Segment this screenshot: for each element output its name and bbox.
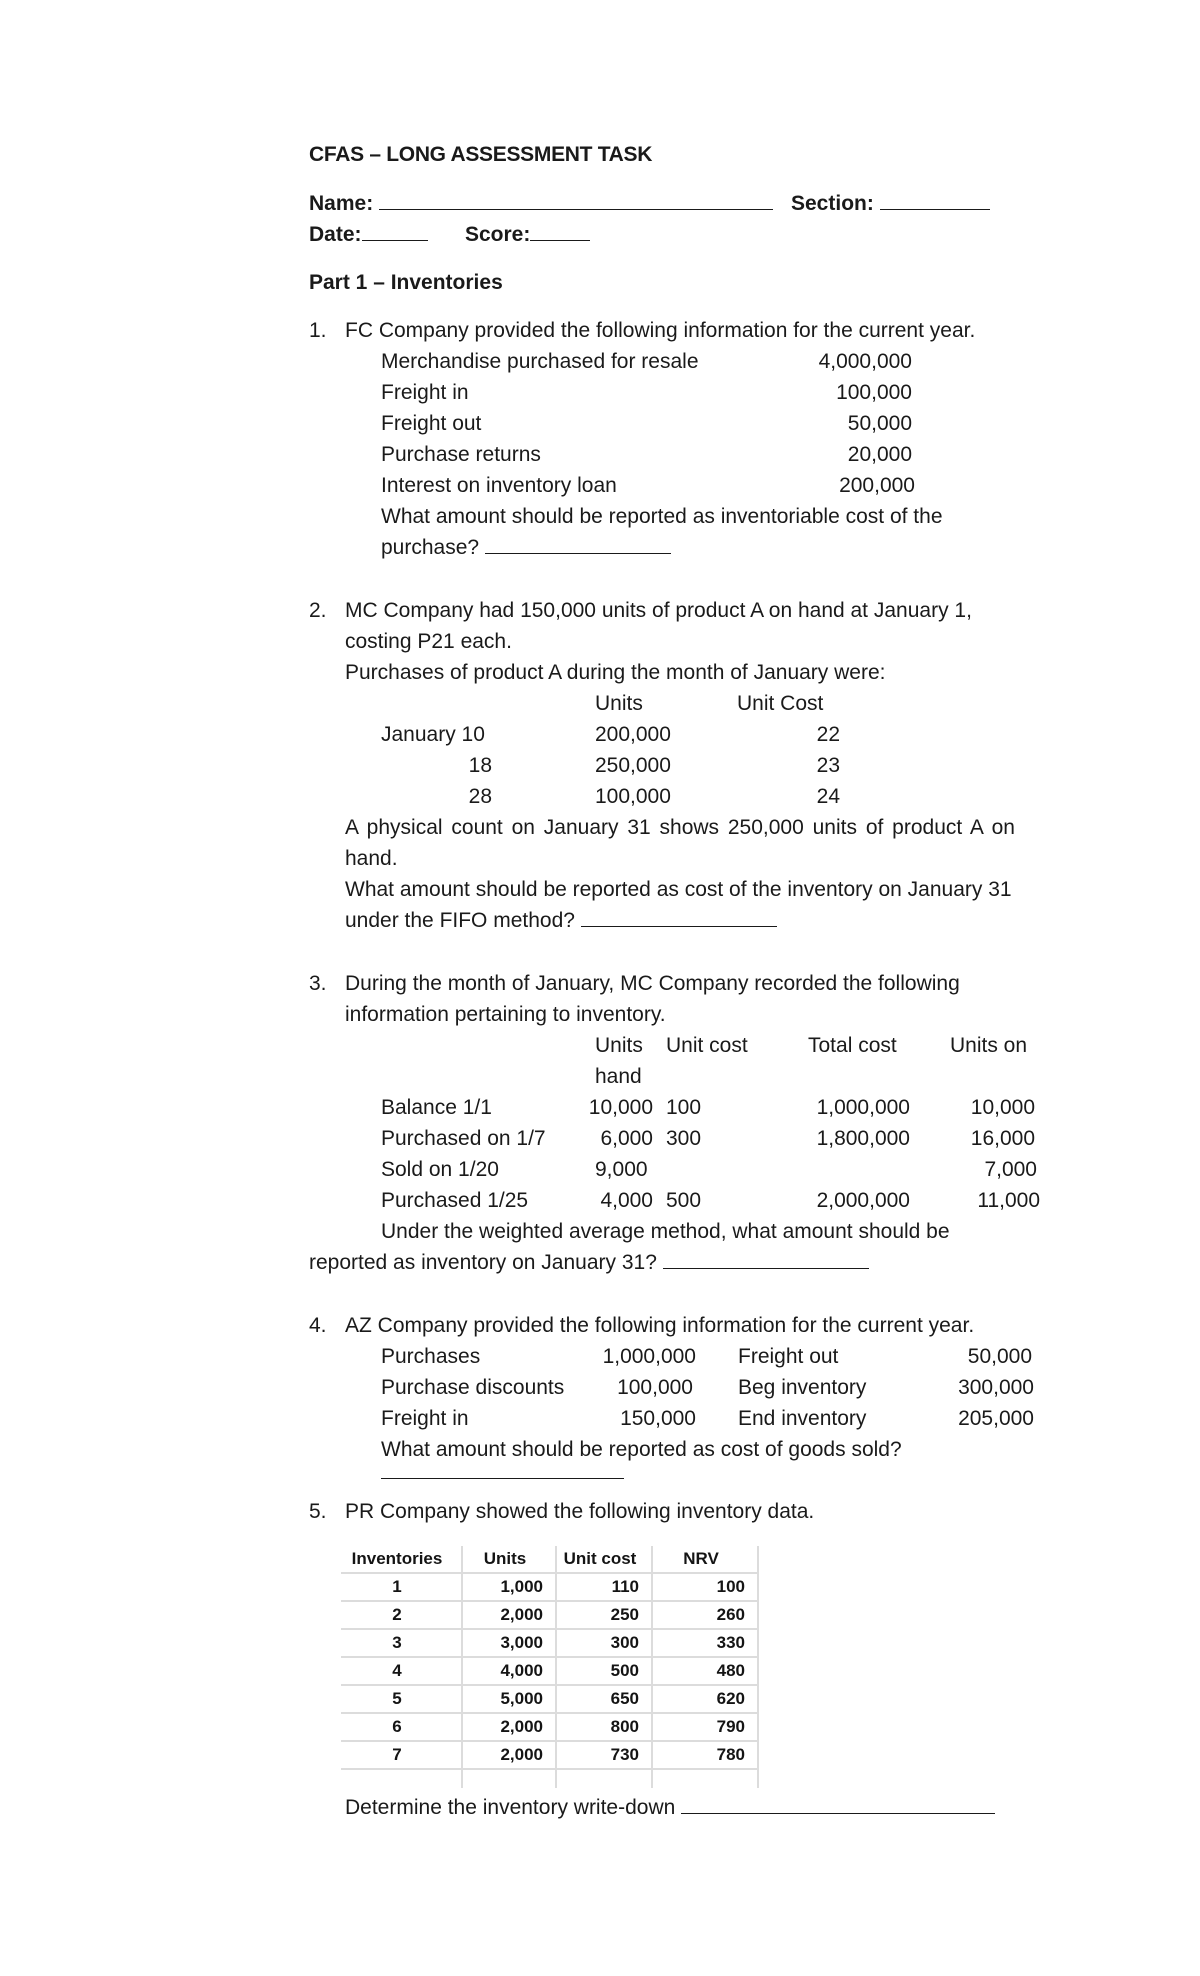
table-cell: 480: [652, 1657, 758, 1685]
table-row: [341, 1629, 758, 1657]
q5-prompt: PR Company showed the following inventory data.: [345, 1500, 815, 1523]
table-cell: [462, 1769, 556, 1788]
q4-right-value: 205,000: [958, 1407, 1034, 1430]
table-empty-row: [341, 1769, 758, 1788]
q5-answer-blank[interactable]: [681, 1795, 995, 1814]
q3-prompt-line1: During the month of January, MC Company recorded the following: [345, 972, 960, 995]
table-cell: 260: [652, 1601, 758, 1629]
q2-row-date: January 10: [381, 723, 485, 746]
q1-prompt: FC Company provided the following information for the current year.: [345, 319, 976, 342]
q2-row-date: 28: [468, 785, 492, 808]
q5-inventory-table: [341, 1546, 759, 1788]
q3-row-unit-cost: 500: [666, 1189, 702, 1212]
table-cell: 100: [652, 1573, 758, 1601]
table-cell: 3: [341, 1629, 462, 1657]
q1-item-label: Interest on inventory loan: [381, 474, 617, 497]
table-cell: 1: [341, 1573, 462, 1601]
q2-answer-blank[interactable]: [581, 908, 777, 927]
table-cell: 4,000: [462, 1657, 556, 1685]
q3-row-units-on-hand: 16,000: [970, 1127, 1035, 1150]
date-label: Date:: [309, 223, 362, 246]
table-cell: 1,000: [462, 1573, 556, 1601]
q4-right-label: End inventory: [738, 1407, 867, 1430]
table-cell: [652, 1769, 758, 1788]
table-row: [341, 1573, 758, 1601]
q3-question-line2: [309, 1247, 869, 1278]
q1-number: 1.: [309, 319, 327, 342]
q4-left-value: 1,000,000: [602, 1345, 696, 1368]
q3-prompt-line2: information pertaining to inventory.: [345, 1003, 666, 1026]
q4-answer-blank[interactable]: [381, 1458, 624, 1479]
q2-question-text: under the FIFO method?: [345, 909, 575, 932]
q1-question-line1: What amount should be reported as inventoriable cost of the: [381, 505, 943, 528]
q1-item-value: 100,000: [836, 381, 912, 404]
table-cell: 800: [556, 1713, 652, 1741]
q1-item-label: Freight in: [381, 381, 469, 404]
q3-row-total-cost: 1,800,000: [816, 1127, 910, 1150]
q2-row-units: 100,000: [595, 785, 671, 808]
q5-question-text: Determine the inventory write-down: [345, 1796, 676, 1819]
q3-row-units: 4,000: [600, 1189, 653, 1212]
q4-right-label: Beg inventory: [738, 1376, 867, 1399]
table-cell: 2: [341, 1601, 462, 1629]
q3-row-units: 6,000: [600, 1127, 653, 1150]
table-row: [341, 1741, 758, 1769]
q2-prompt-line2: costing P21 each.: [345, 630, 512, 653]
q3-row-total-cost: 2,000,000: [816, 1189, 910, 1212]
table-header-cell: NRV: [652, 1546, 758, 1573]
score-row: [465, 219, 590, 250]
table-header-cell: Units: [462, 1546, 556, 1573]
q2-header-unit-cost: Unit Cost: [737, 692, 824, 715]
q1-item-label: Merchandise purchased for resale: [381, 350, 699, 373]
table-cell: 6: [341, 1713, 462, 1741]
q3-row-units-on-hand: 10,000: [970, 1096, 1035, 1119]
table-cell: 250: [556, 1601, 652, 1629]
q1-item-value: 4,000,000: [818, 350, 912, 373]
q2-header-units: Units: [595, 692, 643, 715]
q3-row-units-on-hand: 7,000: [984, 1158, 1037, 1181]
table-cell: 330: [652, 1629, 758, 1657]
q2-row-date: 18: [468, 754, 492, 777]
q4-left-label: Freight in: [381, 1407, 469, 1430]
q3-question-line1: Under the weighted average method, what amount should be: [381, 1220, 950, 1243]
section-label: Section:: [791, 192, 874, 215]
table-row: [341, 1657, 758, 1685]
q4-prompt: AZ Company provided the following information for the current year.: [345, 1314, 975, 1337]
q3-header-hand: hand: [595, 1065, 642, 1088]
name-label: Name:: [309, 192, 374, 215]
q3-row-label: Purchased on 1/7: [381, 1127, 546, 1150]
score-blank[interactable]: [530, 222, 590, 241]
table-header-cell: Inventories: [341, 1546, 462, 1573]
q2-purchases-intro: Purchases of product A during the month of January were:: [345, 661, 886, 684]
q1-item-value: 50,000: [847, 412, 912, 435]
q1-item-label: Purchase returns: [381, 443, 541, 466]
q1-item-value: 200,000: [839, 474, 915, 497]
q3-header-unit-cost: Unit cost: [666, 1034, 748, 1057]
q4-question: What amount should be reported as cost of goods sold?: [381, 1438, 902, 1461]
q3-header-units: Units: [595, 1034, 643, 1057]
part-title: Part 1 – Inventories: [309, 271, 503, 294]
table-header-cell: Unit cost: [556, 1546, 652, 1573]
document-title: CFAS – LONG ASSESSMENT TASK: [309, 143, 653, 166]
table-cell: 620: [652, 1685, 758, 1713]
table-cell: 2,000: [462, 1741, 556, 1769]
q1-answer-blank[interactable]: [485, 535, 671, 554]
table-cell: [341, 1769, 462, 1788]
table-cell: 300: [556, 1629, 652, 1657]
table-cell: 780: [652, 1741, 758, 1769]
table-cell: 7: [341, 1741, 462, 1769]
q4-number: 4.: [309, 1314, 327, 1337]
q3-row-units: 10,000: [588, 1096, 653, 1119]
table-cell: 5: [341, 1685, 462, 1713]
section-row: [791, 188, 990, 219]
q4-left-value: 150,000: [620, 1407, 696, 1430]
q4-left-value: 100,000: [617, 1376, 693, 1399]
q2-row-units: 200,000: [595, 723, 671, 746]
q3-row-unit-cost: 300: [666, 1127, 702, 1150]
q1-item-label: Freight out: [381, 412, 482, 435]
table-cell: 5,000: [462, 1685, 556, 1713]
table-cell: 790: [652, 1713, 758, 1741]
q2-question-line2: [345, 905, 777, 936]
q3-row-unit-cost: 100: [666, 1096, 702, 1119]
name-blank[interactable]: [379, 191, 773, 210]
q2-count-line1: A physical count on January 31 shows 250,000 units of product A on: [345, 816, 1015, 839]
table-cell: 110: [556, 1573, 652, 1601]
table-row: [341, 1713, 758, 1741]
date-row: [309, 219, 428, 250]
q2-row-units: 250,000: [595, 754, 671, 777]
table-cell: 2,000: [462, 1713, 556, 1741]
q2-question-line1: What amount should be reported as cost of the inventory on January 31: [345, 878, 1012, 901]
q3-header-total-cost: Total cost: [808, 1034, 897, 1057]
table-cell: 4: [341, 1657, 462, 1685]
table-cell: 2,000: [462, 1601, 556, 1629]
section-blank[interactable]: [880, 191, 990, 210]
q4-right-label: Freight out: [738, 1345, 839, 1368]
q1-item-value: 20,000: [847, 443, 912, 466]
q4-left-label: Purchases: [381, 1345, 481, 1368]
score-label: Score:: [465, 223, 531, 246]
table-cell: 3,000: [462, 1629, 556, 1657]
q4-left-label: Purchase discounts: [381, 1376, 565, 1399]
q2-count-line2: hand.: [345, 847, 398, 870]
q2-number: 2.: [309, 599, 327, 622]
table-cell: 500: [556, 1657, 652, 1685]
q3-question-text: reported as inventory on January 31?: [309, 1251, 657, 1274]
q1-question-line2: [381, 532, 671, 563]
q3-number: 3.: [309, 972, 327, 995]
q3-row-label: Purchased 1/25: [381, 1189, 529, 1212]
table-header-row: [341, 1546, 758, 1573]
table-row: [341, 1601, 758, 1629]
q3-row-label: Balance 1/1: [381, 1096, 492, 1119]
q3-answer-blank[interactable]: [663, 1250, 869, 1269]
q2-prompt-line1: MC Company had 150,000 units of product A on hand at January 1,: [345, 599, 972, 622]
q3-header-units-on: Units on: [950, 1034, 1028, 1057]
q3-row-total-cost: 1,000,000: [816, 1096, 910, 1119]
q3-row-units: 9,000: [595, 1158, 648, 1181]
q3-row-label: Sold on 1/20: [381, 1158, 499, 1181]
q2-row-unit-cost: 22: [816, 723, 840, 746]
q5-number: 5.: [309, 1500, 327, 1523]
q4-right-value: 300,000: [958, 1376, 1034, 1399]
table-cell: 730: [556, 1741, 652, 1769]
q1-question-text: purchase?: [381, 536, 480, 559]
date-blank[interactable]: [362, 222, 428, 241]
q2-row-unit-cost: 23: [816, 754, 840, 777]
q3-row-units-on-hand: 11,000: [977, 1189, 1040, 1212]
q5-question-row: [345, 1792, 995, 1823]
name-row: [309, 188, 773, 219]
q4-right-value: 50,000: [967, 1345, 1032, 1368]
q2-row-unit-cost: 24: [816, 785, 840, 808]
table-cell: [556, 1769, 652, 1788]
table-row: [341, 1685, 758, 1713]
table-cell: 650: [556, 1685, 652, 1713]
